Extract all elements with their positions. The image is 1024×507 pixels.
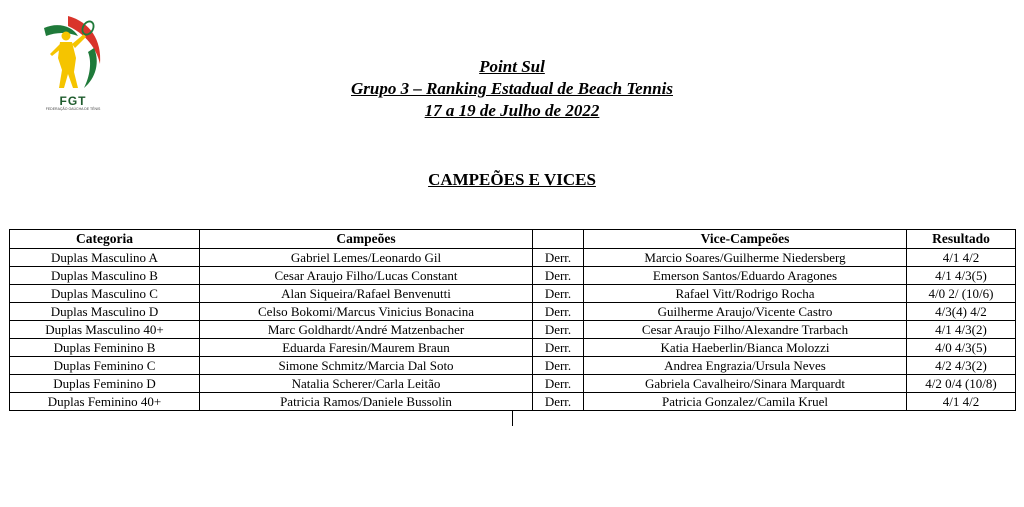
cell-vice-campeoes: Gabriela Cavalheiro/Sinara Marquardt	[584, 375, 907, 393]
results-table	[9, 229, 1016, 411]
cell-resultado: 4/0 4/3(5)	[907, 339, 1016, 357]
cell-categoria: Duplas Masculino B	[10, 267, 200, 285]
cell-campeoes: Eduarda Faresin/Maurem Braun	[200, 339, 533, 357]
cell-vice-campeoes: Guilherme Araujo/Vicente Castro	[584, 303, 907, 321]
table-row	[10, 339, 1016, 357]
cell-derr: Derr.	[533, 249, 584, 267]
cell-resultado: 4/0 2/ (10/6)	[907, 285, 1016, 303]
cell-derr: Derr.	[533, 267, 584, 285]
cell-derr: Derr.	[533, 339, 584, 357]
table-row	[10, 375, 1016, 393]
cell-resultado: 4/1 4/2	[907, 249, 1016, 267]
cell-vice-campeoes: Emerson Santos/Eduardo Aragones	[584, 267, 907, 285]
cell-vice-campeoes: Rafael Vitt/Rodrigo Rocha	[584, 285, 907, 303]
table-row	[10, 321, 1016, 339]
cell-resultado: 4/1 4/2	[907, 393, 1016, 411]
event-title: Point Sul	[479, 57, 545, 76]
text-cursor	[512, 410, 513, 426]
cell-categoria: Duplas Feminino B	[10, 339, 200, 357]
cell-derr: Derr.	[533, 375, 584, 393]
cell-derr: Derr.	[533, 285, 584, 303]
cell-campeoes: Patricia Ramos/Daniele Bussolin	[200, 393, 533, 411]
table-row	[10, 303, 1016, 321]
cell-vice-campeoes: Patricia Gonzalez/Camila Kruel	[584, 393, 907, 411]
cell-campeoes: Gabriel Lemes/Leonardo Gil	[200, 249, 533, 267]
cell-derr: Derr.	[533, 321, 584, 339]
cell-resultado: 4/2 4/3(2)	[907, 357, 1016, 375]
logo-full-name: FEDERAÇÃO GAÚCHA DE TÊNIS	[45, 107, 101, 111]
event-dates: 17 a 19 de Julho de 2022	[424, 101, 600, 120]
cell-categoria: Duplas Masculino A	[10, 249, 200, 267]
col-header-categoria: Categoria	[10, 230, 200, 249]
cell-resultado: 4/3(4) 4/2	[907, 303, 1016, 321]
cell-resultado: 4/1 4/3(2)	[907, 321, 1016, 339]
table-row	[10, 249, 1016, 267]
table-header-row	[10, 230, 1016, 249]
cell-derr: Derr.	[533, 357, 584, 375]
logo-acronym: FGT	[59, 94, 87, 108]
cell-campeoes: Celso Bokomi/Marcus Vinicius Bonacina	[200, 303, 533, 321]
table-row	[10, 267, 1016, 285]
cell-derr: Derr.	[533, 303, 584, 321]
section-title: CAMPEÕES E VICES	[428, 170, 596, 189]
cell-campeoes: Cesar Araujo Filho/Lucas Constant	[200, 267, 533, 285]
col-header-resultado: Resultado	[907, 230, 1016, 249]
cell-categoria: Duplas Feminino C	[10, 357, 200, 375]
cell-categoria: Duplas Masculino 40+	[10, 321, 200, 339]
cell-resultado: 4/2 0/4 (10/8)	[907, 375, 1016, 393]
table-row	[10, 357, 1016, 375]
cell-vice-campeoes: Katia Haeberlin/Bianca Molozzi	[584, 339, 907, 357]
event-subtitle: Grupo 3 – Ranking Estadual de Beach Tennis	[351, 79, 673, 98]
cell-campeoes: Marc Goldhardt/André Matzenbacher	[200, 321, 533, 339]
cell-categoria: Duplas Masculino D	[10, 303, 200, 321]
cell-categoria: Duplas Feminino D	[10, 375, 200, 393]
cell-vice-campeoes: Marcio Soares/Guilherme Niedersberg	[584, 249, 907, 267]
cell-vice-campeoes: Cesar Araujo Filho/Alexandre Trarbach	[584, 321, 907, 339]
cell-campeoes: Simone Schmitz/Marcia Dal Soto	[200, 357, 533, 375]
col-header-campeoes: Campeões	[200, 230, 533, 249]
cell-vice-campeoes: Andrea Engrazia/Ursula Neves	[584, 357, 907, 375]
col-header-vice-campeoes: Vice-Campeões	[584, 230, 907, 249]
cell-categoria: Duplas Feminino 40+	[10, 393, 200, 411]
cell-derr: Derr.	[533, 393, 584, 411]
cell-resultado: 4/1 4/3(5)	[907, 267, 1016, 285]
cell-campeoes: Natalia Scherer/Carla Leitão	[200, 375, 533, 393]
cell-campeoes: Alan Siqueira/Rafael Benvenutti	[200, 285, 533, 303]
col-header-blank	[533, 230, 584, 249]
table-row	[10, 285, 1016, 303]
cell-categoria: Duplas Masculino C	[10, 285, 200, 303]
table-row	[10, 393, 1016, 411]
